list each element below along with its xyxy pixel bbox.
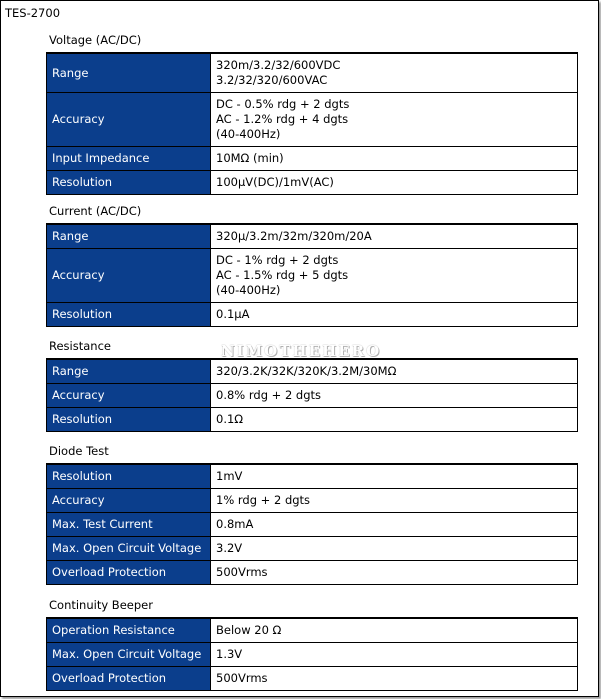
value-line: Below 20 Ω: [216, 622, 282, 637]
section-title: Resistance: [49, 339, 111, 353]
value-line: 1mV: [216, 468, 243, 483]
row-value: [211, 536, 578, 560]
row-value: [211, 248, 578, 302]
value-line: AC - 1.2% rdg + 4 dgts: [216, 111, 349, 126]
table-row: [47, 407, 578, 431]
value-line: 3.2V: [216, 540, 243, 555]
value-line: 500Vrms: [216, 670, 268, 685]
row-label: Range: [47, 359, 211, 383]
doc-title: TES-2700: [5, 6, 61, 20]
value-line: 0.1Ω: [216, 411, 244, 426]
value-line: 0.8mA: [216, 516, 254, 531]
table-row: [47, 488, 578, 512]
table-row: [47, 642, 578, 666]
section-title: Current (AC/DC): [49, 204, 142, 218]
row-label: Input Impedance: [47, 146, 211, 170]
spec-table: [46, 358, 578, 432]
table-row: [47, 170, 578, 194]
table-row: [47, 248, 578, 302]
value-line: 0.8% rdg + 2 dgts: [216, 387, 322, 402]
table-row: [47, 666, 578, 690]
table-row: [47, 224, 578, 248]
value-line: 10MΩ (min): [216, 150, 284, 165]
row-label: Accuracy: [47, 488, 211, 512]
row-label: Max. Open Circuit Voltage: [47, 642, 211, 666]
section-diode-test: [46, 441, 578, 585]
watermark: NIMOTHEHERO: [220, 342, 382, 360]
value-line: 500Vrms: [216, 564, 268, 579]
value-line: 100μV(DC)/1mV(AC): [216, 174, 334, 189]
value-line: 1.3V: [216, 646, 243, 661]
value-line: (40-400Hz): [216, 282, 281, 297]
row-value: [211, 407, 578, 431]
row-label: Max. Open Circuit Voltage: [47, 536, 211, 560]
row-label: Max. Test Current: [47, 512, 211, 536]
row-value: [211, 666, 578, 690]
table-row: [47, 383, 578, 407]
row-value: [211, 383, 578, 407]
row-label: Accuracy: [47, 92, 211, 146]
table-row: [47, 512, 578, 536]
row-label: Range: [47, 224, 211, 248]
value-line: 3.2/32/320/600VAC: [216, 72, 328, 87]
row-value: [211, 642, 578, 666]
row-value: [211, 224, 578, 248]
row-value: [211, 146, 578, 170]
table-row: [47, 618, 578, 642]
row-label: Resolution: [47, 170, 211, 194]
row-label: Range: [47, 53, 211, 92]
row-value: [211, 618, 578, 642]
table-row: [47, 302, 578, 326]
value-line: AC - 1.5% rdg + 5 dgts: [216, 267, 349, 282]
spec-table: [46, 223, 578, 327]
value-line: 320m/3.2/32/600VDC: [216, 57, 341, 72]
table-row: [47, 359, 578, 383]
table-row: [47, 464, 578, 488]
row-value: [211, 302, 578, 326]
row-label: Operation Resistance: [47, 618, 211, 642]
row-value: [211, 53, 578, 92]
table-row: [47, 146, 578, 170]
row-value: [211, 464, 578, 488]
row-value: [211, 170, 578, 194]
spec-table: [46, 617, 578, 691]
row-value: [211, 560, 578, 584]
row-value: [211, 92, 578, 146]
section-voltage: [46, 30, 578, 195]
value-line: (40-400Hz): [216, 126, 281, 141]
row-value: [211, 359, 578, 383]
row-value: [211, 512, 578, 536]
spec-table: [46, 52, 578, 195]
row-label: Accuracy: [47, 383, 211, 407]
table-row: [47, 536, 578, 560]
row-value: [211, 488, 578, 512]
section-title: Voltage (AC/DC): [49, 33, 142, 47]
section-title: Continuity Beeper: [49, 598, 153, 612]
row-label: Accuracy: [47, 248, 211, 302]
value-line: 1% rdg + 2 dgts: [216, 492, 311, 507]
section-current: [46, 201, 578, 327]
table-row: [47, 92, 578, 146]
value-line: 0.1μA: [216, 306, 250, 321]
row-label: Overload Protection: [47, 560, 211, 584]
value-line: 320μ/3.2m/32m/320m/20A: [216, 228, 372, 243]
value-line: 320/3.2K/32K/320K/3.2M/30MΩ: [216, 363, 397, 378]
section-title: Diode Test: [49, 444, 109, 458]
row-label: Resolution: [47, 302, 211, 326]
table-row: [47, 53, 578, 92]
row-label: Resolution: [47, 464, 211, 488]
value-line: DC - 0.5% rdg + 2 dgts: [216, 96, 350, 111]
row-label: Overload Protection: [47, 666, 211, 690]
table-row: [47, 560, 578, 584]
value-line: DC - 1% rdg + 2 dgts: [216, 252, 339, 267]
section-continuity-beeper: [46, 595, 578, 691]
spec-table: [46, 463, 578, 585]
row-label: Resolution: [47, 407, 211, 431]
